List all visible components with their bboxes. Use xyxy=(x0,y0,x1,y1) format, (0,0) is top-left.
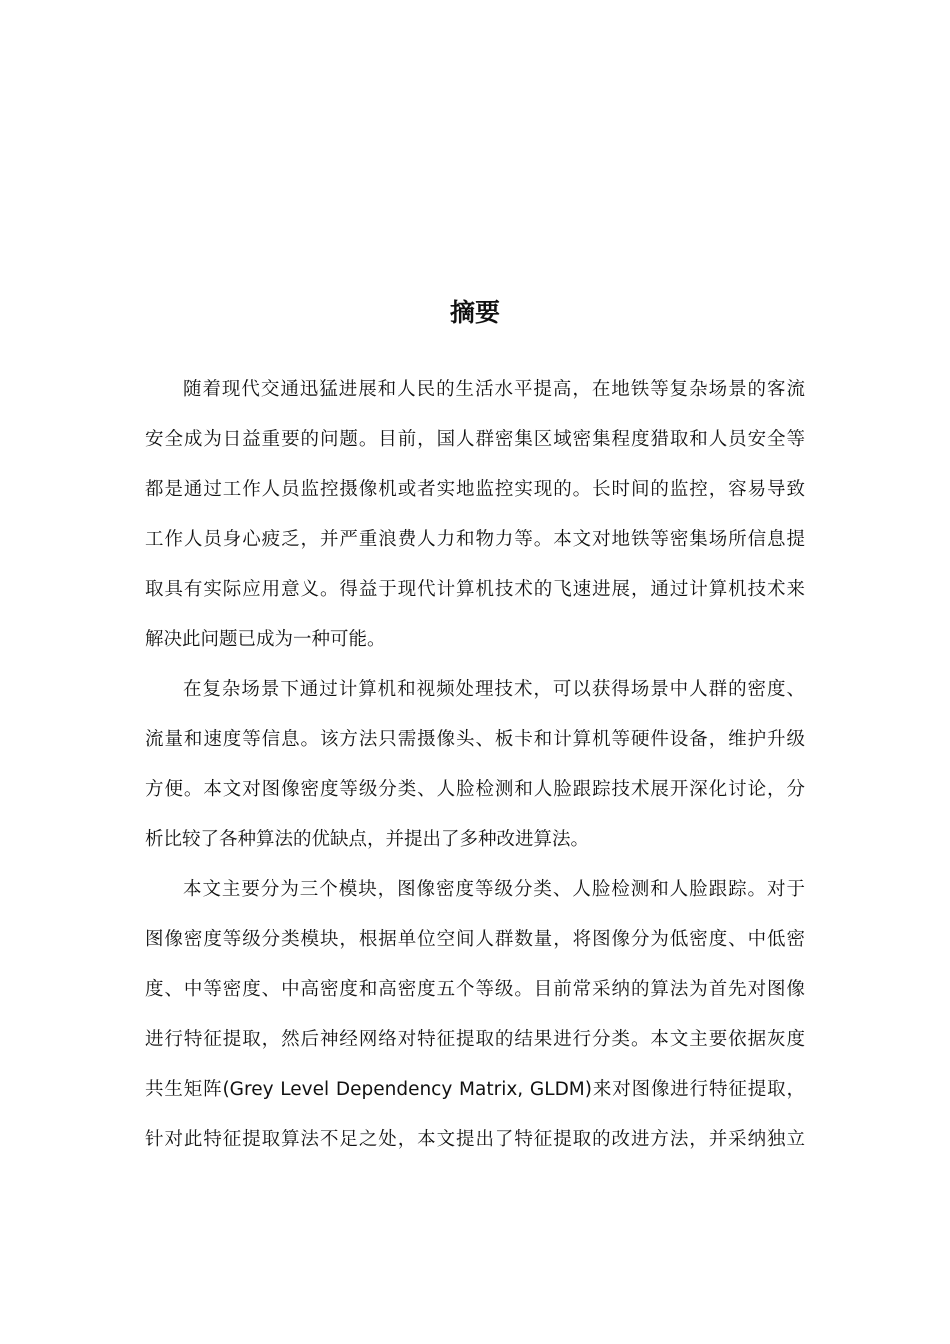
paragraph-3 xyxy=(145,865,805,1165)
abstract-title: 摘要 xyxy=(449,298,500,327)
abstract-body xyxy=(145,365,805,1165)
text-line: 随着现代交通迅猛进展和人民的生活水平提高，在地铁等复杂场景的客流 xyxy=(183,379,805,400)
text-line: 图像密度等级分类模块，根据单位空间人群数量，将图像分为低密度、中低密 xyxy=(145,929,805,950)
text-line: 方便。本文对图像密度等级分类、人脸检测和人脸跟踪技术展开深化讨论，分 xyxy=(145,779,805,800)
text-line: 进行特征提取，然后神经网络对特征提取的结果进行分类。本文主要依据灰度 xyxy=(145,1029,805,1050)
text-line: 取具有实际应用意义。得益于现代计算机技术的飞速进展，通过计算机技术来 xyxy=(145,579,805,600)
text-line: 安全成为日益重要的问题。目前，国人群密集区域密集程度猎取和人员安全等 xyxy=(145,429,805,450)
text-line: 针对此特征提取算法不足之处，本文提出了特征提取的改进方法，并采纳独立 xyxy=(145,1129,805,1150)
text-line: 析比较了各种算法的优缺点，并提出了多种改进算法。 xyxy=(145,829,590,850)
text-line: 共生矩阵(Grey Level Dependency Matrix, GLDM)来对图像进行特征提取， xyxy=(145,1079,805,1100)
paragraph-2 xyxy=(145,665,805,865)
text-line: 解决此问题已成为一种可能。 xyxy=(145,629,386,650)
text-line: 度、中等密度、中高密度和高密度五个等级。目前常采纳的算法为首先对图像 xyxy=(145,979,805,1000)
text-line: 在复杂场景下通过计算机和视频处理技术，可以获得场景中人群的密度、 xyxy=(183,679,805,700)
text-line: 流量和速度等信息。该方法只需摄像头、板卡和计算机等硬件设备，维护升级 xyxy=(145,729,805,750)
text-line: 都是通过工作人员监控摄像机或者实地监控实现的。长时间的监控，容易导致 xyxy=(145,479,805,500)
text-line: 本文主要分为三个模块，图像密度等级分类、人脸检测和人脸跟踪。对于 xyxy=(183,879,805,900)
text-line: 工作人员身心疲乏，并严重浪费人力和物力等。本文对地铁等密集场所信息提 xyxy=(145,529,805,550)
paragraph-1 xyxy=(145,365,805,665)
